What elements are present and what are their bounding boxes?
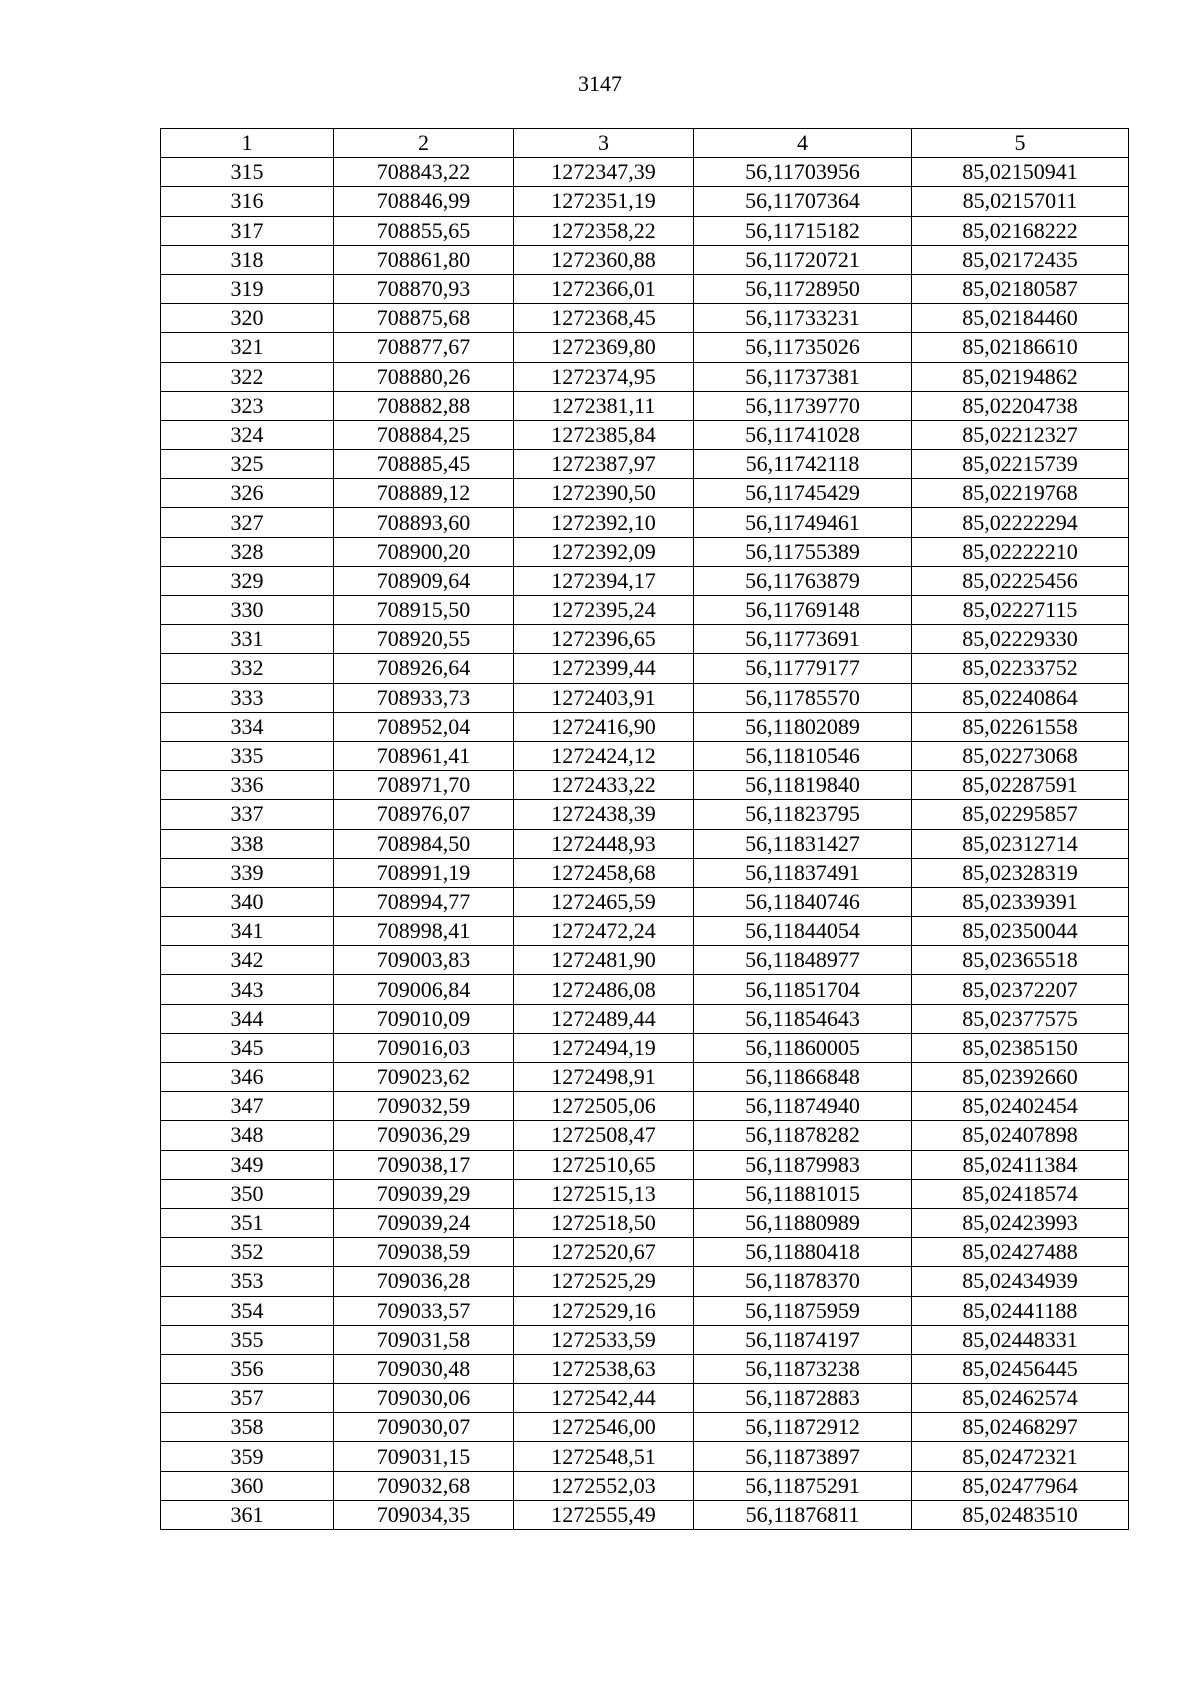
point-number-cell: 357 — [161, 1384, 334, 1413]
latitude-cell: 56,11773691 — [694, 625, 912, 654]
point-number-cell: 355 — [161, 1325, 334, 1354]
table-row — [161, 245, 1129, 274]
y-coordinate-cell: 1272381,11 — [514, 391, 694, 420]
point-number-cell: 320 — [161, 304, 334, 333]
latitude-cell: 56,11875291 — [694, 1471, 912, 1500]
y-coordinate-cell: 1272433,22 — [514, 771, 694, 800]
longitude-cell: 85,02229330 — [912, 625, 1129, 654]
y-coordinate-cell: 1272392,10 — [514, 508, 694, 537]
table-row — [161, 1296, 1129, 1325]
longitude-cell: 85,02392660 — [912, 1063, 1129, 1092]
point-number-cell: 316 — [161, 187, 334, 216]
point-number-cell: 324 — [161, 420, 334, 449]
x-coordinate-cell: 709016,03 — [334, 1033, 514, 1062]
x-coordinate-cell: 708991,19 — [334, 858, 514, 887]
column-header-5: 5 — [912, 129, 1129, 158]
column-header-4: 4 — [694, 129, 912, 158]
table-row — [161, 274, 1129, 303]
point-number-cell: 360 — [161, 1471, 334, 1500]
x-coordinate-cell: 709032,68 — [334, 1471, 514, 1500]
x-coordinate-cell: 708998,41 — [334, 917, 514, 946]
latitude-cell: 56,11831427 — [694, 829, 912, 858]
point-number-cell: 344 — [161, 1004, 334, 1033]
point-number-cell: 351 — [161, 1208, 334, 1237]
table-row — [161, 1384, 1129, 1413]
x-coordinate-cell: 708870,93 — [334, 274, 514, 303]
latitude-cell: 56,11880989 — [694, 1208, 912, 1237]
latitude-cell: 56,11873238 — [694, 1354, 912, 1383]
latitude-cell: 56,11837491 — [694, 858, 912, 887]
point-number-cell: 353 — [161, 1267, 334, 1296]
x-coordinate-cell: 708900,20 — [334, 537, 514, 566]
y-coordinate-cell: 1272542,44 — [514, 1384, 694, 1413]
table-row — [161, 946, 1129, 975]
longitude-cell: 85,02222210 — [912, 537, 1129, 566]
table-row — [161, 187, 1129, 216]
y-coordinate-cell: 1272369,80 — [514, 333, 694, 362]
table-row — [161, 1325, 1129, 1354]
point-number-cell: 350 — [161, 1179, 334, 1208]
point-number-cell: 346 — [161, 1063, 334, 1092]
longitude-cell: 85,02157011 — [912, 187, 1129, 216]
point-number-cell: 328 — [161, 537, 334, 566]
table-row — [161, 1150, 1129, 1179]
latitude-cell: 56,11715182 — [694, 216, 912, 245]
longitude-cell: 85,02184460 — [912, 304, 1129, 333]
point-number-cell: 325 — [161, 450, 334, 479]
y-coordinate-cell: 1272515,13 — [514, 1179, 694, 1208]
table-row — [161, 1033, 1129, 1062]
point-number-cell: 317 — [161, 216, 334, 245]
table-row — [161, 158, 1129, 187]
point-number-cell: 334 — [161, 712, 334, 741]
table-row — [161, 333, 1129, 362]
point-number-cell: 322 — [161, 362, 334, 391]
latitude-cell: 56,11880418 — [694, 1238, 912, 1267]
x-coordinate-cell: 709038,59 — [334, 1238, 514, 1267]
longitude-cell: 85,02411384 — [912, 1150, 1129, 1179]
y-coordinate-cell: 1272458,68 — [514, 858, 694, 887]
point-number-cell: 318 — [161, 245, 334, 274]
y-coordinate-cell: 1272448,93 — [514, 829, 694, 858]
y-coordinate-cell: 1272360,88 — [514, 245, 694, 274]
y-coordinate-cell: 1272366,01 — [514, 274, 694, 303]
table-row — [161, 537, 1129, 566]
x-coordinate-cell: 708877,67 — [334, 333, 514, 362]
longitude-cell: 85,02180587 — [912, 274, 1129, 303]
y-coordinate-cell: 1272403,91 — [514, 683, 694, 712]
y-coordinate-cell: 1272368,45 — [514, 304, 694, 333]
longitude-cell: 85,02312714 — [912, 829, 1129, 858]
table-row — [161, 829, 1129, 858]
latitude-cell: 56,11742118 — [694, 450, 912, 479]
y-coordinate-cell: 1272399,44 — [514, 654, 694, 683]
header-row — [161, 129, 1129, 158]
latitude-cell: 56,11881015 — [694, 1179, 912, 1208]
point-number-cell: 323 — [161, 391, 334, 420]
longitude-cell: 85,02385150 — [912, 1033, 1129, 1062]
point-number-cell: 354 — [161, 1296, 334, 1325]
latitude-cell: 56,11848977 — [694, 946, 912, 975]
table-row — [161, 508, 1129, 537]
x-coordinate-cell: 708920,55 — [334, 625, 514, 654]
longitude-cell: 85,02212327 — [912, 420, 1129, 449]
table-row — [161, 391, 1129, 420]
longitude-cell: 85,02441188 — [912, 1296, 1129, 1325]
point-number-cell: 329 — [161, 566, 334, 595]
x-coordinate-cell: 709036,28 — [334, 1267, 514, 1296]
y-coordinate-cell: 1272387,97 — [514, 450, 694, 479]
table-row — [161, 1471, 1129, 1500]
x-coordinate-cell: 708884,25 — [334, 420, 514, 449]
x-coordinate-cell: 708880,26 — [334, 362, 514, 391]
y-coordinate-cell: 1272498,91 — [514, 1063, 694, 1092]
table-row — [161, 304, 1129, 333]
table-row — [161, 1238, 1129, 1267]
point-number-cell: 348 — [161, 1121, 334, 1150]
column-header-3: 3 — [514, 129, 694, 158]
y-coordinate-cell: 1272486,08 — [514, 975, 694, 1004]
point-number-cell: 349 — [161, 1150, 334, 1179]
latitude-cell: 56,11739770 — [694, 391, 912, 420]
table-row — [161, 216, 1129, 245]
y-coordinate-cell: 1272508,47 — [514, 1121, 694, 1150]
point-number-cell: 330 — [161, 596, 334, 625]
table-row — [161, 566, 1129, 595]
table-header — [161, 129, 1129, 158]
x-coordinate-cell: 709030,07 — [334, 1413, 514, 1442]
longitude-cell: 85,02261558 — [912, 712, 1129, 741]
x-coordinate-cell: 709031,15 — [334, 1442, 514, 1471]
y-coordinate-cell: 1272481,90 — [514, 946, 694, 975]
latitude-cell: 56,11866848 — [694, 1063, 912, 1092]
y-coordinate-cell: 1272465,59 — [514, 887, 694, 916]
point-number-cell: 341 — [161, 917, 334, 946]
y-coordinate-cell: 1272518,50 — [514, 1208, 694, 1237]
longitude-cell: 85,02168222 — [912, 216, 1129, 245]
latitude-cell: 56,11823795 — [694, 800, 912, 829]
longitude-cell: 85,02225456 — [912, 566, 1129, 595]
longitude-cell: 85,02172435 — [912, 245, 1129, 274]
y-coordinate-cell: 1272529,16 — [514, 1296, 694, 1325]
point-number-cell: 361 — [161, 1500, 334, 1529]
table-row — [161, 917, 1129, 946]
latitude-cell: 56,11860005 — [694, 1033, 912, 1062]
x-coordinate-cell: 708994,77 — [334, 887, 514, 916]
longitude-cell: 85,02287591 — [912, 771, 1129, 800]
point-number-cell: 337 — [161, 800, 334, 829]
latitude-cell: 56,11844054 — [694, 917, 912, 946]
point-number-cell: 319 — [161, 274, 334, 303]
x-coordinate-cell: 708855,65 — [334, 216, 514, 245]
table-row — [161, 1092, 1129, 1121]
longitude-cell: 85,02427488 — [912, 1238, 1129, 1267]
table-row — [161, 625, 1129, 654]
x-coordinate-cell: 708893,60 — [334, 508, 514, 537]
x-coordinate-cell: 708861,80 — [334, 245, 514, 274]
longitude-cell: 85,02468297 — [912, 1413, 1129, 1442]
longitude-cell: 85,02423993 — [912, 1208, 1129, 1237]
table-row — [161, 771, 1129, 800]
longitude-cell: 85,02350044 — [912, 917, 1129, 946]
y-coordinate-cell: 1272546,00 — [514, 1413, 694, 1442]
latitude-cell: 56,11802089 — [694, 712, 912, 741]
longitude-cell: 85,02456445 — [912, 1354, 1129, 1383]
point-number-cell: 338 — [161, 829, 334, 858]
y-coordinate-cell: 1272392,09 — [514, 537, 694, 566]
y-coordinate-cell: 1272374,95 — [514, 362, 694, 391]
point-number-cell: 343 — [161, 975, 334, 1004]
table-row — [161, 800, 1129, 829]
x-coordinate-cell: 708843,22 — [334, 158, 514, 187]
latitude-cell: 56,11810546 — [694, 741, 912, 770]
y-coordinate-cell: 1272533,59 — [514, 1325, 694, 1354]
coordinates-table — [160, 128, 1129, 1530]
y-coordinate-cell: 1272347,39 — [514, 158, 694, 187]
longitude-cell: 85,02328319 — [912, 858, 1129, 887]
x-coordinate-cell: 708926,64 — [334, 654, 514, 683]
x-coordinate-cell: 708915,50 — [334, 596, 514, 625]
longitude-cell: 85,02240864 — [912, 683, 1129, 712]
x-coordinate-cell: 708846,99 — [334, 187, 514, 216]
longitude-cell: 85,02273068 — [912, 741, 1129, 770]
point-number-cell: 347 — [161, 1092, 334, 1121]
latitude-cell: 56,11874197 — [694, 1325, 912, 1354]
longitude-cell: 85,02215739 — [912, 450, 1129, 479]
table-row — [161, 1121, 1129, 1150]
point-number-cell: 339 — [161, 858, 334, 887]
x-coordinate-cell: 708882,88 — [334, 391, 514, 420]
x-coordinate-cell: 708885,45 — [334, 450, 514, 479]
point-number-cell: 358 — [161, 1413, 334, 1442]
longitude-cell: 85,02227115 — [912, 596, 1129, 625]
x-coordinate-cell: 709039,24 — [334, 1208, 514, 1237]
longitude-cell: 85,02434939 — [912, 1267, 1129, 1296]
longitude-cell: 85,02150941 — [912, 158, 1129, 187]
y-coordinate-cell: 1272548,51 — [514, 1442, 694, 1471]
table-body — [161, 158, 1129, 1530]
latitude-cell: 56,11755389 — [694, 537, 912, 566]
x-coordinate-cell: 708984,50 — [334, 829, 514, 858]
longitude-cell: 85,02377575 — [912, 1004, 1129, 1033]
point-number-cell: 327 — [161, 508, 334, 537]
table-row — [161, 683, 1129, 712]
point-number-cell: 345 — [161, 1033, 334, 1062]
longitude-cell: 85,02186610 — [912, 333, 1129, 362]
table-row — [161, 362, 1129, 391]
latitude-cell: 56,11707364 — [694, 187, 912, 216]
x-coordinate-cell: 709034,35 — [334, 1500, 514, 1529]
latitude-cell: 56,11779177 — [694, 654, 912, 683]
longitude-cell: 85,02402454 — [912, 1092, 1129, 1121]
longitude-cell: 85,02462574 — [912, 1384, 1129, 1413]
point-number-cell: 335 — [161, 741, 334, 770]
table-row — [161, 1063, 1129, 1092]
table-row — [161, 1442, 1129, 1471]
longitude-cell: 85,02407898 — [912, 1121, 1129, 1150]
latitude-cell: 56,11763879 — [694, 566, 912, 595]
table-row — [161, 450, 1129, 479]
y-coordinate-cell: 1272555,49 — [514, 1500, 694, 1529]
longitude-cell: 85,02339391 — [912, 887, 1129, 916]
y-coordinate-cell: 1272390,50 — [514, 479, 694, 508]
x-coordinate-cell: 709003,83 — [334, 946, 514, 975]
latitude-cell: 56,11720721 — [694, 245, 912, 274]
y-coordinate-cell: 1272385,84 — [514, 420, 694, 449]
y-coordinate-cell: 1272510,65 — [514, 1150, 694, 1179]
x-coordinate-cell: 708909,64 — [334, 566, 514, 595]
point-number-cell: 333 — [161, 683, 334, 712]
table-row — [161, 887, 1129, 916]
latitude-cell: 56,11749461 — [694, 508, 912, 537]
table-row — [161, 1500, 1129, 1529]
table-row — [161, 1208, 1129, 1237]
point-number-cell: 326 — [161, 479, 334, 508]
longitude-cell: 85,02365518 — [912, 946, 1129, 975]
point-number-cell: 340 — [161, 887, 334, 916]
y-coordinate-cell: 1272396,65 — [514, 625, 694, 654]
latitude-cell: 56,11878282 — [694, 1121, 912, 1150]
x-coordinate-cell: 708961,41 — [334, 741, 514, 770]
longitude-cell: 85,02472321 — [912, 1442, 1129, 1471]
point-number-cell: 336 — [161, 771, 334, 800]
y-coordinate-cell: 1272520,67 — [514, 1238, 694, 1267]
latitude-cell: 56,11769148 — [694, 596, 912, 625]
longitude-cell: 85,02477964 — [912, 1471, 1129, 1500]
table-row — [161, 1179, 1129, 1208]
x-coordinate-cell: 709010,09 — [334, 1004, 514, 1033]
latitude-cell: 56,11745429 — [694, 479, 912, 508]
longitude-cell: 85,02222294 — [912, 508, 1129, 537]
longitude-cell: 85,02295857 — [912, 800, 1129, 829]
longitude-cell: 85,02418574 — [912, 1179, 1129, 1208]
point-number-cell: 331 — [161, 625, 334, 654]
latitude-cell: 56,11879983 — [694, 1150, 912, 1179]
y-coordinate-cell: 1272395,24 — [514, 596, 694, 625]
table-row — [161, 741, 1129, 770]
page-number: 3147 — [578, 71, 622, 96]
y-coordinate-cell: 1272358,22 — [514, 216, 694, 245]
table-row — [161, 1413, 1129, 1442]
longitude-cell: 85,02372207 — [912, 975, 1129, 1004]
latitude-cell: 56,11854643 — [694, 1004, 912, 1033]
x-coordinate-cell: 709006,84 — [334, 975, 514, 1004]
table-row — [161, 975, 1129, 1004]
latitude-cell: 56,11876811 — [694, 1500, 912, 1529]
point-number-cell: 342 — [161, 946, 334, 975]
latitude-cell: 56,11875959 — [694, 1296, 912, 1325]
x-coordinate-cell: 709023,62 — [334, 1063, 514, 1092]
x-coordinate-cell: 709038,17 — [334, 1150, 514, 1179]
y-coordinate-cell: 1272552,03 — [514, 1471, 694, 1500]
x-coordinate-cell: 708889,12 — [334, 479, 514, 508]
table-row — [161, 858, 1129, 887]
y-coordinate-cell: 1272394,17 — [514, 566, 694, 595]
latitude-cell: 56,11737381 — [694, 362, 912, 391]
latitude-cell: 56,11735026 — [694, 333, 912, 362]
latitude-cell: 56,11873897 — [694, 1442, 912, 1471]
x-coordinate-cell: 709030,06 — [334, 1384, 514, 1413]
table-row — [161, 1354, 1129, 1383]
y-coordinate-cell: 1272424,12 — [514, 741, 694, 770]
y-coordinate-cell: 1272525,29 — [514, 1267, 694, 1296]
table-row — [161, 654, 1129, 683]
latitude-cell: 56,11703956 — [694, 158, 912, 187]
y-coordinate-cell: 1272489,44 — [514, 1004, 694, 1033]
longitude-cell: 85,02233752 — [912, 654, 1129, 683]
x-coordinate-cell: 709039,29 — [334, 1179, 514, 1208]
point-number-cell: 315 — [161, 158, 334, 187]
y-coordinate-cell: 1272538,63 — [514, 1354, 694, 1383]
x-coordinate-cell: 709032,59 — [334, 1092, 514, 1121]
point-number-cell: 352 — [161, 1238, 334, 1267]
latitude-cell: 56,11851704 — [694, 975, 912, 1004]
table-row — [161, 479, 1129, 508]
latitude-cell: 56,11872912 — [694, 1413, 912, 1442]
point-number-cell: 356 — [161, 1354, 334, 1383]
y-coordinate-cell: 1272472,24 — [514, 917, 694, 946]
table-row — [161, 1004, 1129, 1033]
longitude-cell: 85,02219768 — [912, 479, 1129, 508]
x-coordinate-cell: 709030,48 — [334, 1354, 514, 1383]
y-coordinate-cell: 1272438,39 — [514, 800, 694, 829]
y-coordinate-cell: 1272351,19 — [514, 187, 694, 216]
latitude-cell: 56,11741028 — [694, 420, 912, 449]
longitude-cell: 85,02194862 — [912, 362, 1129, 391]
table-row — [161, 596, 1129, 625]
latitude-cell: 56,11840746 — [694, 887, 912, 916]
y-coordinate-cell: 1272416,90 — [514, 712, 694, 741]
x-coordinate-cell: 708976,07 — [334, 800, 514, 829]
latitude-cell: 56,11785570 — [694, 683, 912, 712]
table-row — [161, 1267, 1129, 1296]
latitude-cell: 56,11728950 — [694, 274, 912, 303]
table-row — [161, 712, 1129, 741]
latitude-cell: 56,11733231 — [694, 304, 912, 333]
point-number-cell: 332 — [161, 654, 334, 683]
latitude-cell: 56,11878370 — [694, 1267, 912, 1296]
y-coordinate-cell: 1272494,19 — [514, 1033, 694, 1062]
longitude-cell: 85,02204738 — [912, 391, 1129, 420]
point-number-cell: 321 — [161, 333, 334, 362]
column-header-2: 2 — [334, 129, 514, 158]
latitude-cell: 56,11874940 — [694, 1092, 912, 1121]
longitude-cell: 85,02483510 — [912, 1500, 1129, 1529]
column-header-1: 1 — [161, 129, 334, 158]
table-row — [161, 420, 1129, 449]
x-coordinate-cell: 708971,70 — [334, 771, 514, 800]
x-coordinate-cell: 709031,58 — [334, 1325, 514, 1354]
latitude-cell: 56,11872883 — [694, 1384, 912, 1413]
x-coordinate-cell: 708875,68 — [334, 304, 514, 333]
latitude-cell: 56,11819840 — [694, 771, 912, 800]
longitude-cell: 85,02448331 — [912, 1325, 1129, 1354]
y-coordinate-cell: 1272505,06 — [514, 1092, 694, 1121]
x-coordinate-cell: 709033,57 — [334, 1296, 514, 1325]
x-coordinate-cell: 708933,73 — [334, 683, 514, 712]
point-number-cell: 359 — [161, 1442, 334, 1471]
x-coordinate-cell: 709036,29 — [334, 1121, 514, 1150]
x-coordinate-cell: 708952,04 — [334, 712, 514, 741]
